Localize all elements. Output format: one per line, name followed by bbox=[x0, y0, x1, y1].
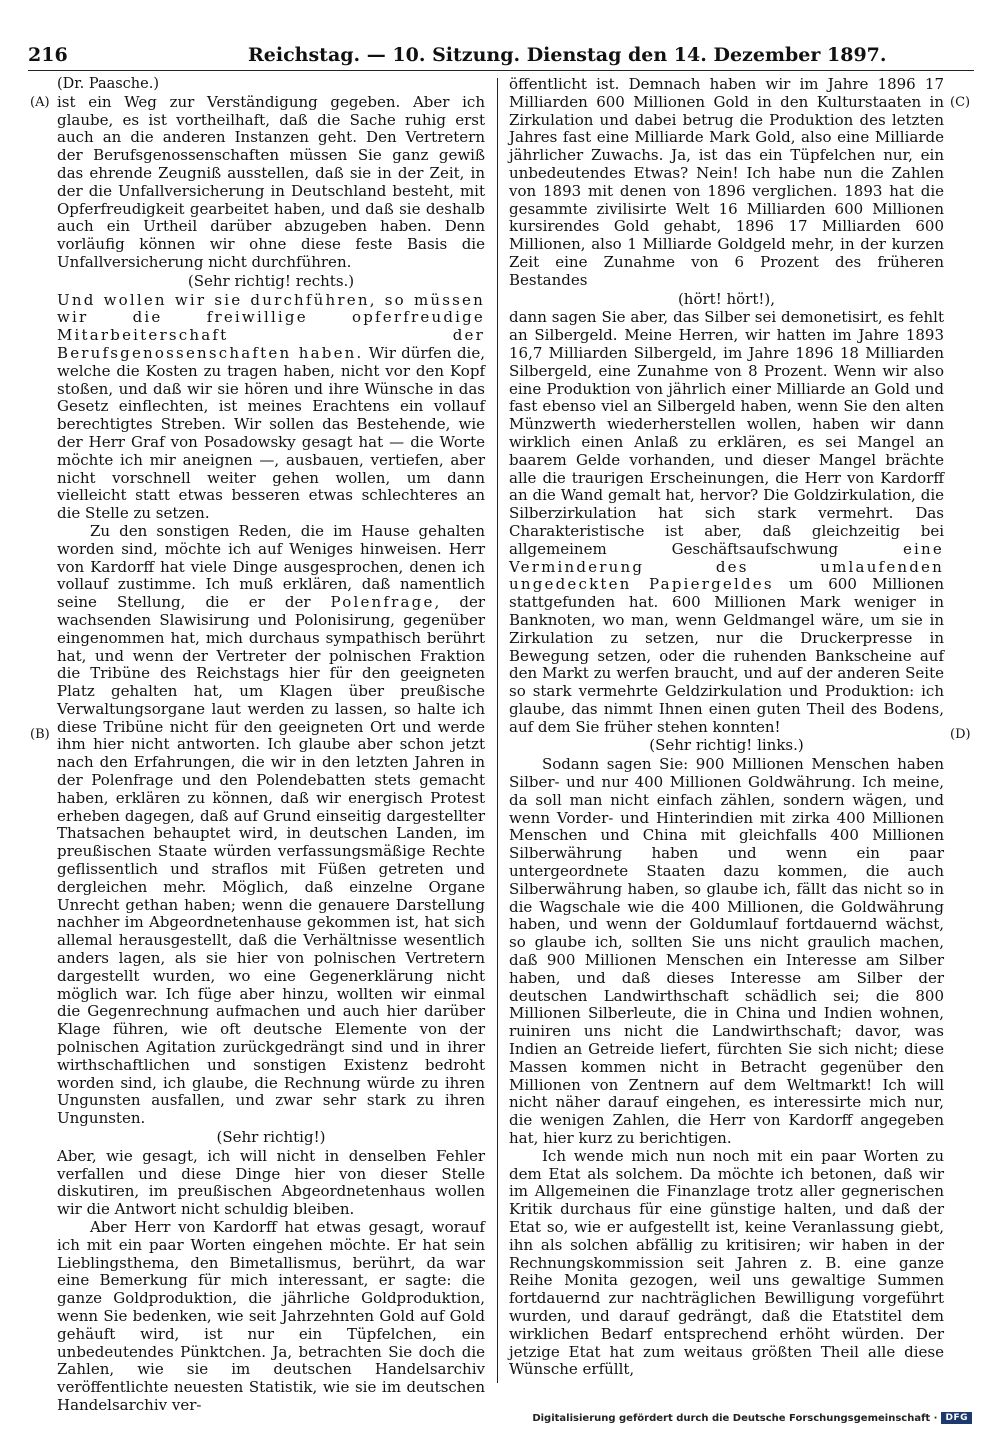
right-column bbox=[509, 76, 944, 1379]
paragraph: Sodann sagen Sie: 900 Millionen Menschen haben Silber- und nur 400 Millionen Goldwährung. Ich meine, da soll man nicht einfach zählen, sondern wägen, und wenn Vorder- und Hinterindien mit zirka 400 Millionen Menschen und China mit gleichfalls 400 Millionen Silberwährung haben und wenn ein paar untergeordnete Staaten dazu kommen, die auch Silberwährung haben, so glaube ich, fällt das nicht so in die Wagschale wie die 400 Millionen, die Goldwährung haben, und wenn der Goldumlauf fortdauernd wächst, so glaube ich, sollten Sie uns nicht graulich machen, daß 900 Millionen Menschen ein Interesse am Silber haben, und daß dieses Interesse am Silber der deutschen Landwirthschaft schädlich sei; die 800 Millionen Silberleute, die in China und Indien wohnen, ruiniren uns nicht die Landwirthschaft; davor, was Indien an Getreide liefert, fürchten Sie sich nicht; diese Massen kommen nicht in Betracht gegenüber den Millionen von Zentnern auf dem Weltmarkt! Ich will nicht näher darauf eingehen, es interessirte mich nur, die wenigen Zahlen, die Herr von Kardorff angegeben hat, hier kurz zu berichtigen. bbox=[509, 755, 944, 1148]
paragraph-text: um 600 Millionen stattgefunden hat. 600 Millionen Mark weniger in Banknoten, wo man, wenn Geldmangel wäre, um sie in Zirkulation zu setzen, nur die Druckerpresse in Bewegung setzen, oder die ruhenden Bankscheine auf den Markt zu werfen braucht, und auf der anderen Seite so stark vermehrte Geldzirkulation und Produktion: ich glaube, das nimmt Ihnen einen guten Theil des Bodens, auf dem Sie früher stehen konnten! bbox=[509, 575, 944, 736]
paragraph: Aber, wie gesagt, ich will nicht in denselben Fehler verfallen und diese Dinge hier von dieser Stelle diskutiren, im preußischen Abgeordnetenhaus wollen wir die Antwort nicht schuldig bleiben. bbox=[57, 1146, 485, 1219]
emphasized-text: eine Verminderung des umlaufenden ungedeckten Papiergeldes bbox=[509, 539, 944, 594]
left-column bbox=[57, 76, 485, 1415]
interjection: (Sehr richtig! links.) bbox=[649, 736, 804, 755]
paragraph-text: dann sagen Sie aber, das Silber sei demonetisirt, es fehlt an Silbergeld. Meine Herren, wir hatten im Jahre 1893 16,7 Milliarden Silbergeld, im Jahre 1896 18 Milliarden Silbergeld, eine Zunahme von 8 Prozent. Wenn wir also eine Produktion von jährlich einer Milliarde an Gold und fast ebenso viel an Silbergeld haben, wenn Sie den alten Münzwerth wiederherstellen wollen, haben wir dann wirklich einen Anlaß zu erklären, es sei Mangel an baarem Gelde vorhanden, und dieser Mangel brächte alle die traurigen Erscheinungen, die Herr von Kardorff an die Wand gemalt hat, hervor? Die Goldzirkulation, die Silberzirkulation hat sich stark vermehrt. Das Charakteristische ist aber, daß gleichzeitig bei allgemeinem Geschäftsaufschwung bbox=[509, 308, 944, 558]
interjection: (hört! hört!), bbox=[677, 289, 776, 308]
paragraph bbox=[509, 309, 944, 736]
speaker-label: (Dr. Paasche.) bbox=[57, 76, 159, 92]
paragraph: Ich wende mich nun noch mit ein paar Worten zu dem Etat als solchem. Da möchte ich betonen, daß wir im Allgemeinen die Finanzlage trotz aller gegnerischen Kritik durchaus für eine günstige halten, und daß der Etat so, wie er aufgestellt ist, keine Veranlassung giebt, ihn als solchen abfällig zu kritisiren; wir haben in der Rechnungskommission seit Jahren z. B. eine ganze Reihe Monita gezogen, weil uns gewaltige Summen fortdauernd zur nachträglichen Bewilligung vorgeführt wurden, und darauf gedrängt, daß die Etatstitel dem wirklichen Bedarf entsprechend erhöht würden. Der jetzige Etat hat zum weitaus größten Theil alle diese Wünsche erfüllt, bbox=[509, 1146, 944, 1379]
paragraph: öffentlicht ist. Demnach haben wir im Jahre 1896 17 Milliarden 600 Millionen Gold in den Kulturstaaten in Zirkulation und dabei betrug die Produktion des letzten Jahres fast eine Milliarde Mark Gold, also eine Milliarde jährlicher Zuwachs. Ja, ist das ein Tüpfelchen nur, ein unbedeutendes Etwas? Nein! Ich habe nun die Zahlen von 1893 mit denen von 1896 verglichen. 1893 hat die gesammte zivilisirte Welt 16 Milliarden 600 Millionen kursirendes Gold gehabt, 1896 17 Milliarden 600 Millionen, also 1 Milliarde Goldgeld mehr, in der kurzen Zeit eine Zunahme von 6 Prozent des früheren Bestandes bbox=[509, 75, 944, 289]
paragraph-text: Zu den sonstigen Reden, die im Hause gehalten worden sind, möchte ich auf Weniges hinweisen. Herr von Kardorff hat viele Dinge ausgesprochen, denen ich vollauf zustimme. Ich muß erklären, daß namentlich seine Stellung, die er der bbox=[57, 521, 485, 612]
page-number: 216 bbox=[28, 44, 68, 66]
emphasized-text: Und wollen wir sie durchführen, so müssen wir die freiwillige opferfreudige Mitarbeiterschaft der Berufsgenossenschaften haben. bbox=[57, 290, 485, 362]
margin-marker-a: (A) bbox=[30, 95, 50, 110]
dfg-logo: DFG bbox=[941, 1412, 972, 1424]
paragraph: Aber Herr von Kardorff hat etwas gesagt, worauf ich mit ein paar Worten eingehen möchte. Er hat sein Lieblingsthema, den Bimetallismus, berührt, da war eine Bemerkung für mich interessant, er sagte: die ganze Goldproduktion, die jährliche Goldproduktion, wenn Sie bedenken, wie seit Jahrzehnten Gold auf Gold gehäuft wird, ist nur ein Tüpfelchen, ein unbedeutendes Pünktchen. Ja, betrachten Sie doch die Zahlen, wie sie im deutschen Handelsarchiv veröffentlichte neuesten Statistik, wie sie im deutschen Handelsarchiv ver- bbox=[57, 1218, 485, 1414]
header-rule bbox=[28, 70, 974, 71]
margin-marker-b: (B) bbox=[30, 727, 50, 742]
paragraph-text: Wir dürfen die, welche die Kosten zu tragen haben, nicht vor den Kopf stoßen, und daß wir sie hören und ihre Wünsche in das Gesetz einflechten, ist meines Erachtens ein vollauf berechtigtes Streben. Wir sollen das Bestehende, wie der Herr Graf von Posadowsky gesagt hat — die Worte möchte ich mir aneignen —, ausbauen, vertiefen, aber nicht vorschnell weiter gehen wollen, um dann vielleicht statt etwas besseren etwas schlechteres an die Stelle zu setzen. bbox=[57, 343, 486, 523]
interjection: (Sehr richtig!) bbox=[216, 1128, 326, 1147]
paragraph-text: , der wachsenden Slawisirung und Polonisirung, gegenüber eingenommen hat, mich durchaus sympathisch berührt hat, und wenn der Vertreter der polnischen Fraktion die Tribüne des Reichstags hier für den geeigneten Platz gehalten hat, um Klagen über preußische Verwaltungsorgane laut werden zu lassen, so halte ich diese Tribüne nicht für den geeigneten Ort und werde ihm hier nicht antworten. Ich glaube aber schon jetzt nach den Erfahrungen, die wir in den letzten Jahren in der Polenfrage und den Polendebatten stets gemacht haben, erklären zu können, daß wir energisch Protest erheben dagegen, daß auf Grund einseitig dargestellter Thatsachen behauptet wird, in deutschen Landen, im preußischen Staate würden verfassungsmäßige Rechte geflissentlich und straflos mit Füßen getreten und dergleichen mehr. Möglich, daß einzelne Organe Unrecht gethan haben; wenn die genauere Darstellung nachher im Abgeordnetenhause gekommen ist, hat sich allemal herausgestellt, daß die Verhältnisse wesentlich anders lagen, als sie hier von polnischen Vertretern dargestellt wurden, wo eine Gegenerklärung nicht möglich war. Ich füge aber hinzu, wollten wir einmal die Gegenrechnung aufmachen und auch hier darüber Klage führen, wie oft deutsche Elemente von der polnischen Agitation zurückgedrängt sind und in ihrer wirthschaftlichen und sonstigen Existenz bedroht worden sind, ich glaube, die Rechnung würde zu ihren Ungunsten ausfallen, und zwar sehr stark zu ihren Ungunsten. bbox=[57, 593, 485, 1128]
credit-text: Digitalisierung gefördert durch die Deutsche Forschungsgemeinschaft · bbox=[532, 1412, 938, 1424]
running-head: Reichstag. — 10. Sitzung. Dienstag den 14. Dezember 1897. bbox=[248, 44, 887, 66]
paragraph bbox=[57, 523, 485, 1128]
page-header bbox=[28, 44, 974, 70]
column-divider bbox=[497, 78, 498, 1383]
emphasized-text: Polenfrage bbox=[330, 593, 435, 612]
margin-marker-c: (C) bbox=[950, 95, 971, 110]
paragraph: ist ein Weg zur Verständigung gegeben. Aber ich glaube, es ist vortheilhaft, daß die Sache ruhig erst auch an die anderen Instanzen geht. Den Vertretern der Berufsgenossenschaften müssen Sie ganz gewiß das ehrende Zeugniß ausstellen, daß sie in der Zeit, in der die Unfallversicherung in Deutschland besteht, mit Opferfreudigkeit gearbeitet haben, und daß sie deshalb auch ein Urtheil darüber abzugeben haben. Denn vorläufig können wir ohne diese feste Basis die Unfallversicherung nicht durchführen. bbox=[57, 92, 485, 271]
paragraph bbox=[57, 292, 485, 523]
margin-marker-d: (D) bbox=[950, 727, 971, 742]
interjection: (Sehr richtig! rechts.) bbox=[187, 271, 355, 290]
digitization-credit bbox=[532, 1412, 972, 1424]
